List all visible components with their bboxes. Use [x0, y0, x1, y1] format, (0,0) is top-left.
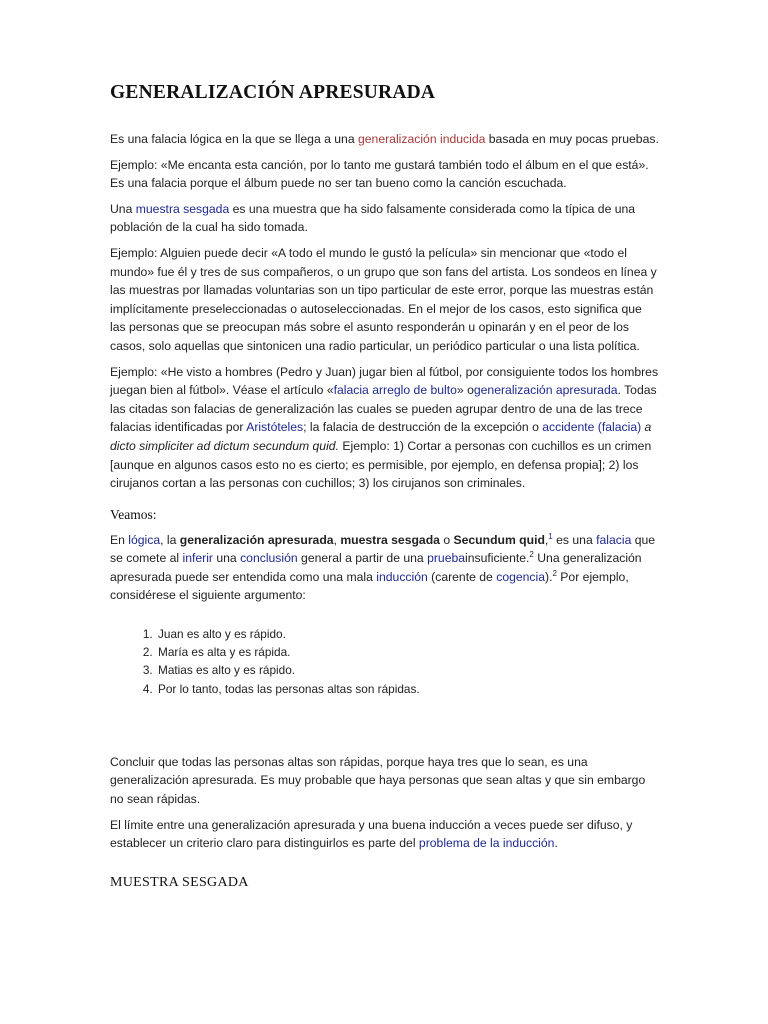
link-induccion[interactable]: inducción [376, 569, 428, 584]
paragraph-example-football [110, 363, 660, 493]
text: El límite entre una generalización apresurada y una buena inducción a veces puede ser difuso, y establecer un criterio claro para distinguirlos es parte del [110, 817, 633, 851]
text: es una muestra que ha sido falsamente considerada como la típica de una población de la cual ha sido tomada. [110, 201, 636, 235]
list-item: 3. Matias es alto y es rápido. [156, 661, 660, 679]
text: . [554, 836, 558, 851]
link-prueba[interactable]: prueba [427, 551, 466, 566]
text: » o [456, 383, 474, 398]
text: una [212, 551, 241, 566]
text: En [110, 532, 129, 547]
page-title: GENERALIZACIÓN APRESURADA [110, 82, 436, 103]
paragraph-conclusion: Concluir que todas las personas altas son rápidas, porque haya tres que lo sean, es una generalización apresurada. Es muy probable que haya personas que sean altas y que sin embargo no sean rápidas. [110, 754, 646, 807]
section-heading-muestra-sesgada: MUESTRA SESGADA [110, 874, 249, 890]
link-muestra-sesgada[interactable]: muestra sesgada [135, 201, 230, 216]
paragraph-logic [110, 531, 660, 605]
link-aristoteles[interactable]: Aristóteles [246, 420, 304, 435]
link-cogencia[interactable]: cogencia [496, 569, 546, 584]
link-falacia[interactable]: falacia [596, 532, 632, 547]
section-heading-veamos: Veamos: [110, 506, 157, 522]
link-accidente-falacia[interactable]: accidente (falacia) [542, 420, 642, 435]
argument-list [110, 625, 660, 698]
text: Es una falacia lógica en la que se llega a una [110, 132, 358, 146]
link-conclusion[interactable]: conclusión [240, 551, 298, 566]
text: . Todas las citadas son falacias de generalización las cuales se pueden agrupar dentro de una de las trece falacias identificadas por [110, 383, 657, 435]
latin-phrase: a dicto simpliciter ad dictum secundum quid. [110, 420, 652, 453]
text: ; la falacia de destrucción de la excepción o [303, 420, 543, 435]
footnote-ref-2b[interactable]: 2 [552, 568, 557, 578]
text: o [439, 532, 454, 547]
text: insuficiente. [465, 551, 530, 566]
paragraph-example-song: Ejemplo: «Me encanta esta canción, por lo tanto me gustará también todo el álbum en el que está». Es una falacia porque el álbum puede no ser tan bueno como la canción escuchada. [110, 157, 649, 191]
text: , [544, 532, 549, 547]
paragraph-definition [110, 130, 660, 149]
list-item: 4. Por lo tanto, todas las personas altas son rápidas. [156, 680, 660, 698]
link-problema-de-la-induccion[interactable]: problema de la inducción [418, 836, 555, 851]
text: general a partir de una [297, 551, 428, 566]
bold-term: generalización apresurada [179, 532, 334, 547]
list-item: 1. Juan es alto y es rápido. [156, 625, 660, 643]
text: Ejemplo: 1) Cortar a personas con cuchillos es un crimen [aunque en algunos casos esto no es cierto; es permisible, por ejemplo, en defensa propia]; 2) los cirujanos cortan a las personas con cuchillos; 3) los cirujanos son criminales. [110, 438, 652, 491]
document-body [110, 82, 660, 891]
text: , la [160, 532, 180, 547]
paragraph-muestra-sesgada [110, 200, 660, 237]
text: Ejemplo: «He visto a hombres (Pedro y Juan) jugar bien al fútbol, por consiguiente todos los hombres juegan bien al fútbol». Véase el artículo « [110, 364, 659, 398]
text: basada en muy pocas pruebas. [485, 132, 659, 146]
text: Una generalización apresurada puede ser entendida como una mala [110, 551, 642, 584]
text: que se comete al [110, 532, 656, 566]
paragraph-example-movie: Ejemplo: Alguien puede decir «A todo el mundo le gustó la película» sin mencionar que «todo el mundo» fue él y tres de sus compañeros, o un grupo que son fans del artista. Los sondeos en línea y las muestras por llamadas voluntarias son un tipo particular de este error, porque las muestras están implícitamente preseleccionadas o autoseleccionadas. En el mejor de los casos, esto significa que las personas que se preocupan más sobre el asunto responderán u opinarán y en el peor de los casos, solo aquellas que sintonicen una radio particular, un periódico particular o una lista política. [110, 245, 657, 353]
link-logica[interactable]: lógica [128, 532, 161, 547]
text: (carente de [427, 569, 497, 584]
list-item: 2. María es alta y es rápida. [156, 643, 660, 661]
footnote-ref-1[interactable]: 1 [548, 531, 553, 541]
text: ). [545, 569, 553, 584]
text: es una [552, 532, 597, 547]
paragraph-limit [110, 816, 660, 853]
link-inferir[interactable]: inferir [182, 551, 213, 566]
link-generalizacion-apresurada[interactable]: generalización apresurada [473, 383, 618, 398]
link-falacia-arreglo-de-bulto[interactable]: falacia arreglo de bulto [333, 383, 457, 398]
text: Por ejemplo, considérese el siguiente argumento: [110, 569, 629, 603]
link-generalizacion-inducida[interactable]: generalización inducida [358, 132, 486, 146]
text: Una [110, 201, 136, 216]
footnote-ref-2[interactable]: 2 [529, 550, 534, 560]
bold-term: Secundum quid [453, 532, 545, 547]
bold-term: muestra sesgada [340, 532, 440, 547]
text: , [333, 532, 341, 547]
